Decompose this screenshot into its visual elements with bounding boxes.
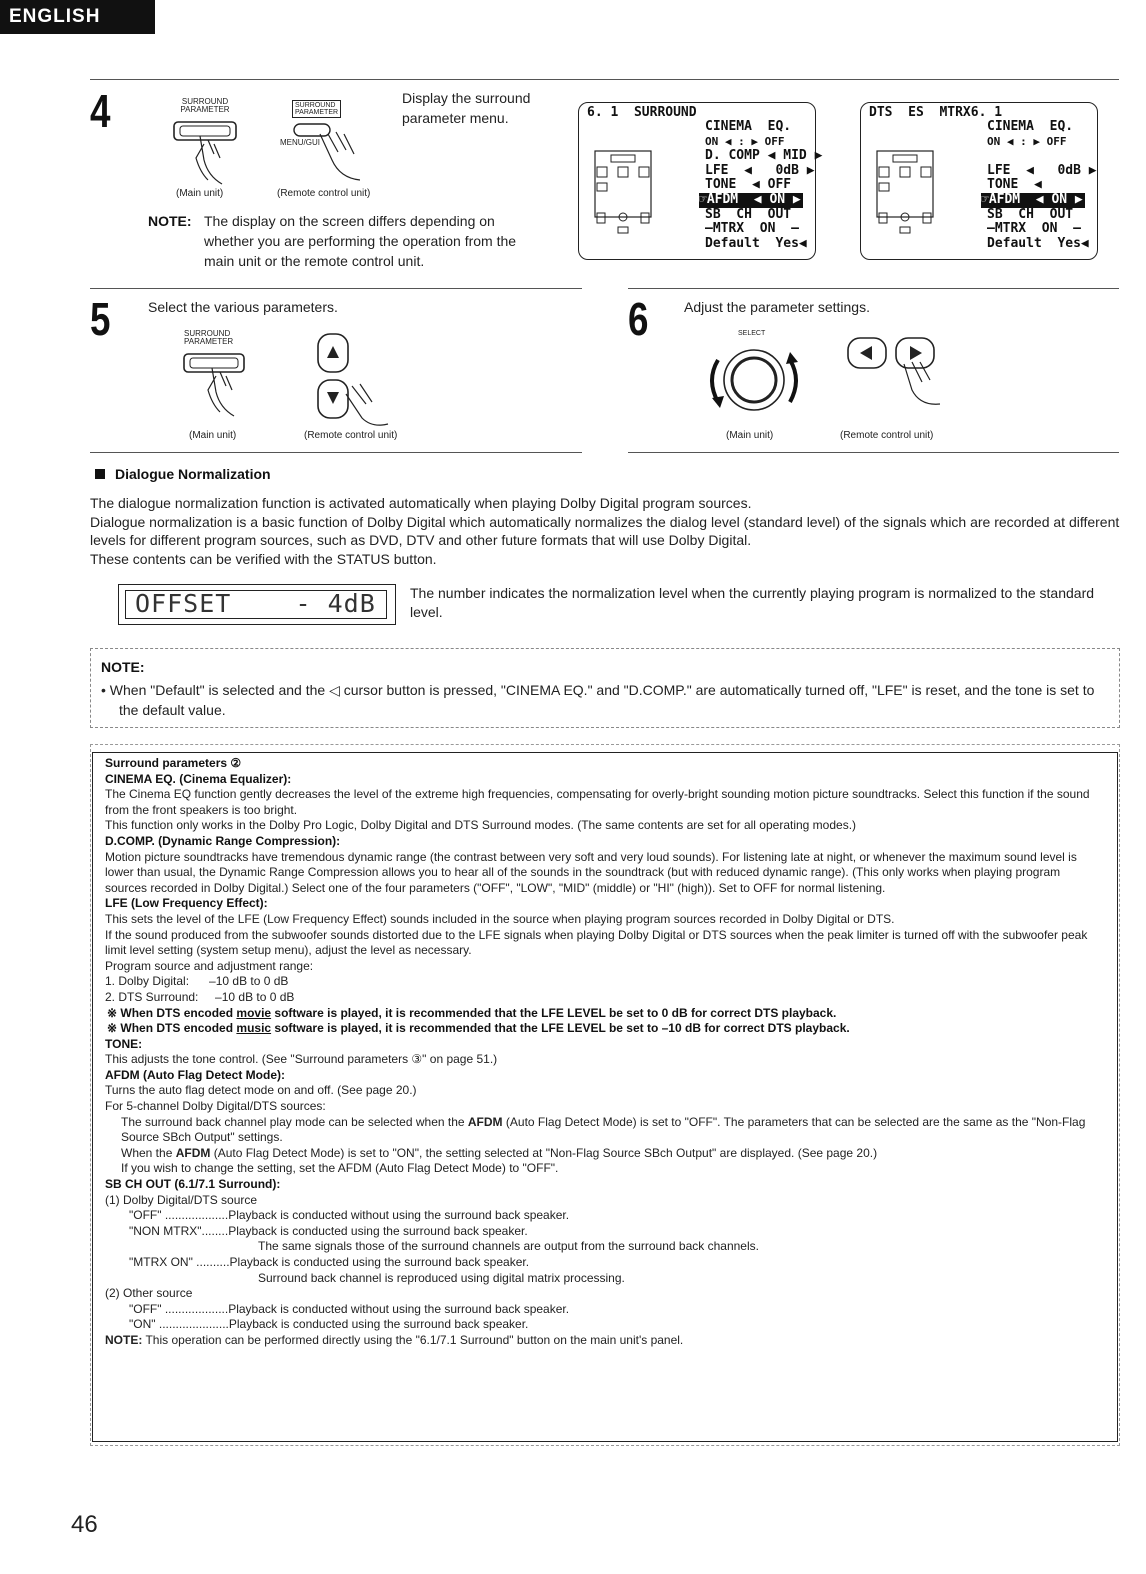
- rule-step4-left: [90, 288, 582, 289]
- step5-press-hand-icon: [184, 346, 254, 426]
- sb-text-9: "ON" .....................Playback is conducted using the surround back speaker.: [129, 1317, 529, 1332]
- osd-left-title: 6. 1 SURROUND: [587, 105, 697, 120]
- afdm-4a: When the: [121, 1145, 176, 1160]
- sb-ch-out-heading: SB CH OUT (6.1/7.1 Surround):: [105, 1177, 281, 1192]
- remote-surround-parameter-label: SURROUND PARAMETER: [292, 100, 341, 118]
- dialogue-heading-text: Dialogue Normalization: [115, 466, 271, 482]
- lfe-text-4: 1. Dolby Digital: –10 dB to 0 dB: [105, 974, 289, 989]
- select-knob-icon: [704, 340, 814, 424]
- box-note-label: NOTE:: [105, 1332, 143, 1347]
- afdm-text-5: If you wish to change the setting, set the AFDM (Auto Flag Detect Mode) to "OFF".: [121, 1161, 559, 1176]
- surround-parameter-label: SURROUND PARAMETER: [180, 97, 230, 114]
- osd-dts-screen: [860, 102, 1098, 260]
- dcomp-heading: D.COMP. (Dynamic Range Compression):: [105, 833, 341, 848]
- cinema-eq-text-1: The Cinema EQ function gently decreases the level of the extreme high frequencies, compensating for overly-bright sounding motion picture soundtracks. Select this function if the sound from the front speakers is too bright.: [105, 787, 1090, 817]
- dialogue-p3: These contents can be verified with the STATUS button.: [90, 550, 437, 567]
- osd-right-line-7: –MTRX ON –: [987, 221, 1081, 237]
- offset-display: [118, 584, 396, 625]
- afdm-3b: AFDM: [467, 1114, 503, 1129]
- osd-right-line-3: LFE ◀ 0dB ▶: [987, 162, 1097, 178]
- tone-text: This adjusts the tone control. (See "Surround parameters ③" on page 51.): [105, 1052, 498, 1067]
- lfe-text-5: 2. DTS Surround: –10 dB to 0 dB: [105, 989, 295, 1004]
- osd-left-line-3: D. COMP ◀ MID ▶: [705, 148, 823, 164]
- lfe-music-note: [105, 1021, 1105, 1037]
- osd-left-line-2: ON ◀ : ▶ OFF: [705, 134, 785, 148]
- lfe-movie-b: software is played, it is recommended that the LFE LEVEL be set to 0 dB for correct DTS playback.: [271, 1005, 837, 1020]
- box-note-text: This operation can be performed directly using the "6.1/7.1 Surround" button on the main unit's panel.: [142, 1332, 684, 1347]
- rule-step5: [90, 452, 582, 453]
- top-rule: [90, 79, 1119, 80]
- osd-right-line-1: CINEMA EQ.: [987, 119, 1074, 134]
- osd-left-line-4: LFE ◀ 0dB ▶: [705, 162, 815, 178]
- sb-text-8: "OFF" ...................Playback is conducted without using the surround back speaker.: [129, 1301, 570, 1316]
- step5-caption-main: (Main unit): [189, 430, 237, 441]
- speaker-layout-icon-2: [875, 151, 935, 231]
- dialogue-body: [90, 494, 1120, 568]
- osd-left-line-6: ☞AFDM ◀ ON ▶: [699, 193, 803, 208]
- press-button-hand-icon: [170, 114, 240, 194]
- sb-text-7: (2) Other source: [105, 1286, 193, 1301]
- lfe-text-1: This sets the level of the LFE (Low Frequency Effect) sounds included in the source when playing program sources recorded in Dolby Digital or DTS.: [105, 911, 895, 926]
- menu-gui-label: MENU/GUI: [280, 138, 320, 147]
- select-label: SELECT: [738, 330, 766, 337]
- step4-note: [148, 211, 548, 271]
- step5-surround-label: SURROUND PARAMETER: [184, 329, 234, 346]
- sb-text-6: Surround back channel is reproduced using digital matrix processing.: [258, 1270, 625, 1285]
- step-4-number: 4: [90, 85, 111, 137]
- osd-left-line-1: CINEMA EQ.: [705, 119, 792, 134]
- osd-left-line-9: Default Yes◀: [705, 235, 807, 251]
- lfe-music-a: ※ When DTS encoded: [107, 1021, 237, 1036]
- box-note: [105, 1333, 1105, 1349]
- step6-instruction: Adjust the parameter settings.: [684, 299, 870, 315]
- dialogue-heading: [95, 466, 271, 482]
- osd-right-line-4: TONE ◀: [987, 177, 1042, 193]
- cinema-eq-text-2: This function only works in the Dolby Pro Logic, Dolby Digital and DTS Surround modes. (The same contents are set for all operating modes.): [105, 818, 857, 833]
- step5-instruction: Select the various parameters.: [148, 299, 338, 315]
- step-5-number: 5: [90, 293, 111, 345]
- lfe-music-u: music: [236, 1021, 272, 1036]
- page-number: 46: [71, 1511, 98, 1538]
- surround-parameters-box: [92, 752, 1118, 1442]
- step4-instruction: Display the surround parameter menu.: [402, 90, 531, 126]
- sb-text-5: "MTRX ON" ..........Playback is conducted using the surround back speaker.: [129, 1255, 530, 1269]
- afdm-4c: (Auto Flag Detect Mode) is set to "ON", the setting selected at "Non-Flag Source SBch Output" are displayed. (See page 20.): [210, 1145, 878, 1160]
- sb-text-4: The same signals those of the surround channels are output from the surround back channels.: [258, 1239, 759, 1254]
- lfe-text-3: Program source and adjustment range:: [105, 958, 314, 973]
- osd-left-line-5: TONE ◀ OFF: [705, 177, 792, 193]
- heading-bullet-icon: [95, 469, 105, 479]
- afdm-text-4: [105, 1146, 1105, 1162]
- rule-step4-right: [628, 288, 1119, 289]
- afdm-3c: (Auto Flag Detect Mode) is set to "OFF". The parameters that can be selected are the same as the "Non-Flag Source SBch Output" settings.: [121, 1114, 1086, 1145]
- osd-right-title: DTS ES MTRX6. 1: [869, 105, 1003, 120]
- note2-text: • When "Default" is selected and the ◁ cursor button is pressed, "CINEMA EQ." and "D.COMP." are automatically turned off, "LFE" is reset, and the tone is set to the default value.: [101, 682, 1095, 718]
- step4-main-unit: [170, 98, 240, 199]
- afdm-text-2: For 5-channel Dolby Digital/DTS sources:: [105, 1099, 326, 1114]
- step-6-number: 6: [628, 293, 649, 345]
- osd-right-line-8: Default Yes◀: [987, 235, 1089, 251]
- tone-heading: TONE:: [105, 1036, 143, 1051]
- afdm-4b: AFDM: [175, 1145, 211, 1160]
- rule-step6: [628, 452, 1119, 453]
- offset-display-text: OFFSET - 4dB: [135, 589, 376, 618]
- osd-right-line-2: ON ◀ : ▶ OFF: [987, 134, 1067, 148]
- sb-text-3: "NON MTRX"........Playback is conducted using the surround back speaker.: [129, 1223, 528, 1238]
- step5-main-unit: [184, 330, 254, 431]
- lfe-movie-a: ※ When DTS encoded: [107, 1005, 237, 1020]
- lfe-text-2: If the sound produced from the subwoofer sounds distorted due to the LFE signals when playing Dolby Digital or DTS sources when the peak limiter is turned off with the subwoofer peak limit level setting (system setup menu), adjust the level as necessary.: [105, 927, 1088, 958]
- lfe-music-b: software is played, it is recommended that the LFE LEVEL be set to –10 dB for correct DTS playback.: [271, 1021, 850, 1036]
- step4-caption-main: (Main unit): [176, 188, 224, 199]
- lfe-movie-u: movie: [236, 1005, 272, 1020]
- dialogue-p1: The dialogue normalization function is activated automatically when playing Dolby Digital program sources.: [90, 495, 752, 511]
- note-panel: [90, 648, 1120, 728]
- note2-label: NOTE:: [101, 659, 145, 675]
- lfe-heading: LFE (Low Frequency Effect):: [105, 896, 268, 911]
- box-title: Surround parameters ②: [105, 756, 242, 770]
- sb-text-1: (1) Dolby Digital/DTS source: [105, 1192, 258, 1207]
- osd-surround-screen: [578, 102, 823, 260]
- step4-note-label: NOTE:: [148, 213, 192, 229]
- lfe-movie-note: [105, 1006, 1105, 1022]
- afdm-text-1: Turns the auto flag detect mode on and off. (See page 20.): [105, 1083, 417, 1098]
- step4-note-text: The display on the screen differs depending on whether you are performing the operation from the main unit or the remote control unit.: [204, 213, 517, 269]
- language-tab: ENGLISH: [0, 0, 155, 34]
- speaker-layout-icon: [593, 151, 653, 231]
- afdm-3a: The surround back channel play mode can be selected when the: [121, 1114, 468, 1129]
- step6-caption-remote: (Remote control unit): [840, 430, 934, 441]
- left-right-cursor-buttons-icon: [844, 334, 954, 414]
- osd-left-line-8: –MTRX ON –: [705, 221, 799, 237]
- step4-caption-remote: (Remote control unit): [277, 188, 371, 199]
- osd-right-line-6: SB CH OUT: [987, 206, 1074, 222]
- dcomp-text: Motion picture soundtracks have tremendous dynamic range (the contrast between very soft and very loud sounds). For listening late at night, or whenever the maximum sound level is lower than usual, the Dynamic Range Compression allows you to hear all of the sounds in the soundtrack (but with reduced dynamic range). (This only works when playing program sources recorded in Dolby Digital.) Select one of the four parameters ("OFF", "LOW", "MID" (middle) or "HI" (high)). Set to OFF for normal listening.: [105, 849, 1077, 895]
- afdm-heading: AFDM (Auto Flag Detect Mode):: [105, 1067, 285, 1082]
- offset-description: The number indicates the normalization level when the currently playing program is normalized to the standard level.: [410, 585, 1095, 620]
- osd-right-line-5: ☞AFDM ◀ ON ▶: [981, 193, 1085, 208]
- afdm-text-3: [105, 1115, 1105, 1146]
- osd-left-line-7: SB CH OUT: [705, 206, 792, 222]
- step5-caption-remote: (Remote control unit): [304, 430, 398, 441]
- step6-caption-main: (Main unit): [726, 430, 774, 441]
- cinema-eq-heading: CINEMA EQ. (Cinema Equalizer):: [105, 771, 292, 786]
- dialogue-p2: Dialogue normalization is a basic function of Dolby Digital which automatically normalizes the dialog level (standard level) of the signals which are recorded at different levels for different program sources, such as DVD, DTV and other future formats that will use Dolby Digital.: [90, 513, 1120, 548]
- sb-text-2: "OFF" ...................Playback is conducted without using the surround back speaker.: [129, 1208, 570, 1223]
- up-down-cursor-buttons-icon: [312, 332, 402, 428]
